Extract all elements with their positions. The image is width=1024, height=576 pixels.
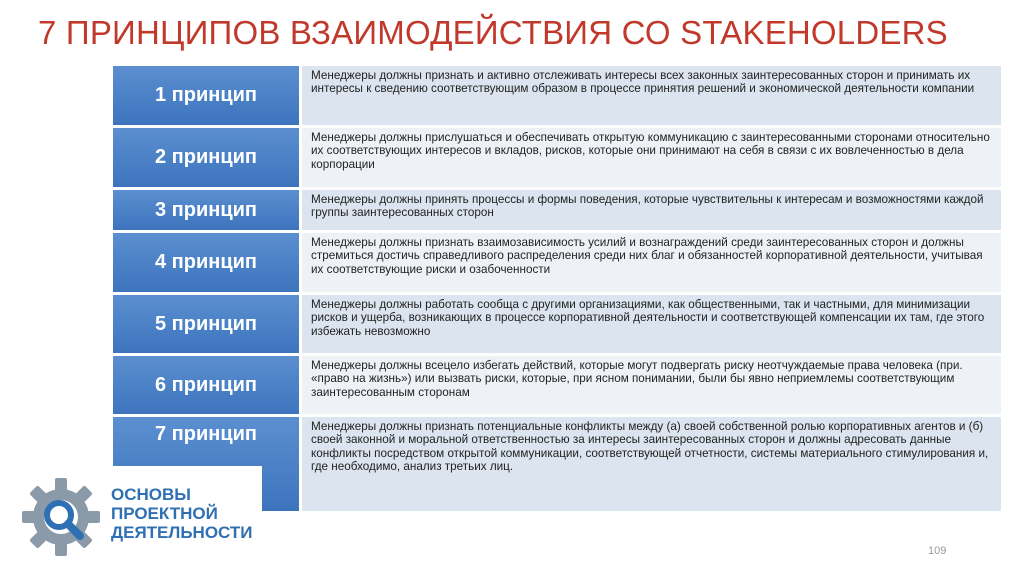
principle-row bbox=[113, 356, 1001, 414]
principle-row bbox=[113, 190, 1001, 230]
page-number: 109 bbox=[928, 545, 947, 557]
logo-line: ДЕЯТЕЛЬНОСТИ bbox=[111, 523, 253, 542]
principle-label: 6 принцип bbox=[113, 356, 299, 414]
principle-text: Менеджеры должны принять процессы и формы поведения, которые чувствительны к интересам и возможностями каждой группы заинтересованных сторон bbox=[302, 190, 1001, 230]
principle-row bbox=[113, 295, 1001, 353]
principle-label: 5 принцип bbox=[113, 295, 299, 353]
principle-row bbox=[113, 233, 1001, 292]
principle-label: 7 принцип bbox=[113, 417, 299, 511]
logo-line: ОСНОВЫ bbox=[111, 485, 191, 504]
gear-magnifier-icon bbox=[20, 476, 102, 558]
principles-table bbox=[113, 66, 1001, 514]
logo-line: ПРОЕКТНОЙ bbox=[111, 504, 218, 523]
slide-title: 7 ПРИНЦИПОВ ВЗАИМОДЕЙСТВИЯ СО STAKEHOLDERS bbox=[38, 14, 948, 51]
principle-row bbox=[113, 66, 1001, 125]
principle-label: 1 принцип bbox=[113, 66, 299, 125]
logo-text bbox=[111, 485, 253, 542]
principle-text: Менеджеры должны признать и активно отслеживать интересы всех законных заинтересованных сторон и принимать их интересы к сведению соответствующим образом в процессе принятия решений и экономической деятельности компании bbox=[302, 66, 1001, 125]
principle-label: 3 принцип bbox=[113, 190, 299, 230]
principle-label: 2 принцип bbox=[113, 128, 299, 187]
principle-row bbox=[113, 128, 1001, 187]
principle-text: Менеджеры должны признать взаимозависимость усилий и вознаграждений среди заинтересованных сторон и должны стремиться достичь справедливого распределения среди них благ и обязанностей корпоративной деятельности, учитывая их соответствующие риски и озабоченности bbox=[302, 233, 1001, 292]
principle-text: Менеджеры должны работать сообща с другими организациями, как общественными, так и частными, для минимизации рисков и ущерба, возникающих в процессе корпоративной деятельности и соответствующей компенсации их там, где этого избежать невозможно bbox=[302, 295, 1001, 353]
principle-text: Менеджеры должны прислушаться и обеспечивать открытую коммуникацию с заинтересованными сторонами относительно их соответствующих интересов и вкладов, рисков, которые они принимают на себя в связи с их вовлеченностью в дела корпорации bbox=[302, 128, 1001, 187]
principle-text: Менеджеры должны признать потенциальные конфликты между (а) своей собственной ролью корпоративных агентов и (б) своей законной и моральной ответственностью за интересы заинтересованных сторон и должны адресовать данные конфликты посредством открытой коммуникации, соответствующей отчетности, системы материального стимулирования и, где необходимо, анализ третьих лиц. bbox=[302, 417, 1001, 511]
principle-text: Менеджеры должны всецело избегать действий, которые могут подвергать риску неотчуждаемые права человека (при. «право на жизнь») или вызвать риски, которые, при ясном понимании, были бы явно неприемлемы соответствующим заинтересованным сторонам bbox=[302, 356, 1001, 414]
principle-label: 4 принцип bbox=[113, 233, 299, 292]
